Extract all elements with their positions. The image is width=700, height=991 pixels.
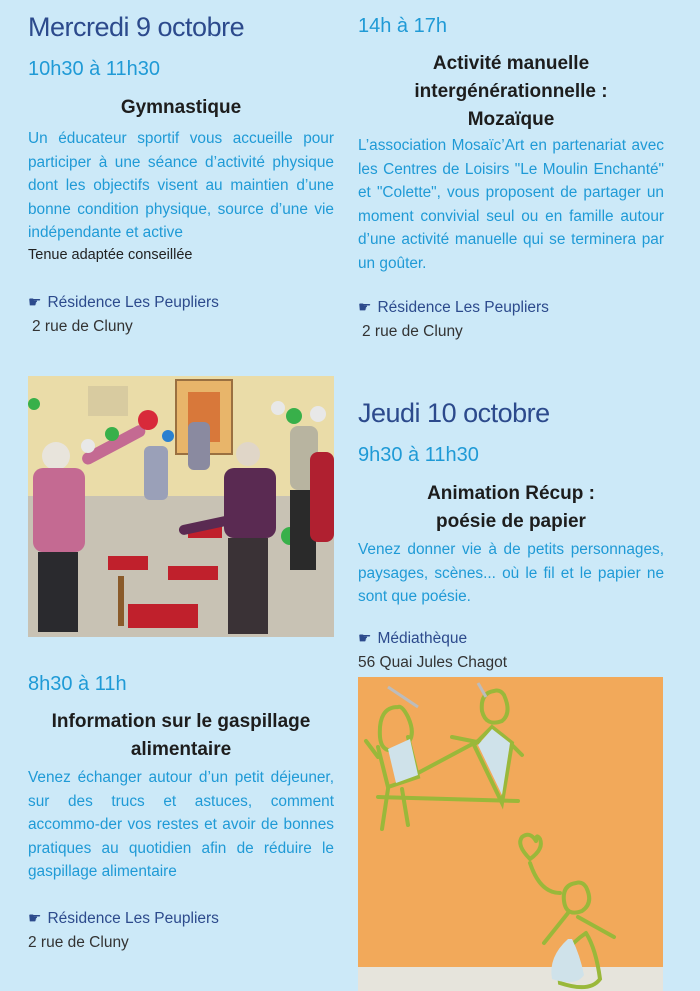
pointing-hand-icon: ☛ [358, 630, 372, 647]
gymnastics-photo [28, 376, 334, 637]
waste-description: Venez échanger autour d’un petit déjeuner, sur des trucs et astuces, comment accommo-der vos restes et avoir de bonnes pratiques au quotidien afin de réduire le gaspillage alimentaire [28, 769, 334, 880]
gym-title: Gymnastique [120, 97, 242, 118]
gym-time: 10h30 à 11h30 [28, 58, 160, 80]
waste-location [28, 907, 219, 931]
gym-place: Résidence Les Peupliers [47, 294, 219, 311]
recup-address: 56 Quai Jules Chagot [358, 654, 508, 671]
craft-address: 2 rue de Cluny [362, 323, 463, 340]
gym-location [28, 291, 219, 315]
waste-place: Résidence Les Peupliers [47, 910, 219, 927]
waste-title-line1: Information sur le gaspillage [51, 711, 311, 732]
craft-title-line2: intergénérationnelle : [414, 81, 608, 102]
recup-title-line2: poésie de papier [436, 511, 586, 532]
waste-title [28, 708, 334, 764]
craft-location [358, 296, 549, 320]
craft-time: 14h à 17h [358, 15, 447, 37]
recup-location [358, 627, 467, 651]
recup-time: 9h30 à 11h30 [358, 444, 479, 466]
gym-address: 2 rue de Cluny [32, 318, 133, 335]
recup-title [358, 480, 664, 536]
craft-title [358, 50, 664, 134]
pointing-hand-icon: ☛ [28, 294, 42, 311]
gym-note: Tenue adaptée conseillée [28, 247, 193, 263]
day-heading-thursday: Jeudi 10 octobre [358, 398, 550, 428]
waste-address: 2 rue de Cluny [28, 934, 129, 951]
gym-description: Un éducateur sportif vous accueille pour participer à une séance d’activité physique dont les objectifs visent au maintien d’une bonne condition physique, source d’une vie indépendante et active [28, 130, 334, 241]
recup-description: Venez donner vie à de petits personnages, paysages, scènes... où le fil et le papier ne sont que poésie. [358, 541, 664, 605]
craft-place: Résidence Les Peupliers [377, 299, 549, 316]
craft-title-line3: Mozaïque [467, 109, 555, 130]
day-heading-wednesday: Mercredi 9 octobre [28, 12, 245, 42]
craft-description: L’association Mosaïc’Art en partenariat avec les Centres de Loisirs "Le Moulin Enchanté" et "Colette", vous proposent de partager un moment convivial seul ou en famille autour d’une activité manuelle qui se terminera par un goûter. [358, 137, 664, 272]
waste-time: 8h30 à 11h [28, 673, 127, 695]
pointing-hand-icon: ☛ [28, 910, 42, 927]
pointing-hand-icon: ☛ [358, 299, 372, 316]
waste-title-line2: alimentaire [130, 739, 232, 760]
recup-place: Médiathèque [377, 630, 468, 647]
recup-title-line1: Animation Récup : [427, 483, 595, 504]
wire-art-photo [358, 677, 663, 991]
craft-title-line1: Activité manuelle [432, 53, 590, 74]
